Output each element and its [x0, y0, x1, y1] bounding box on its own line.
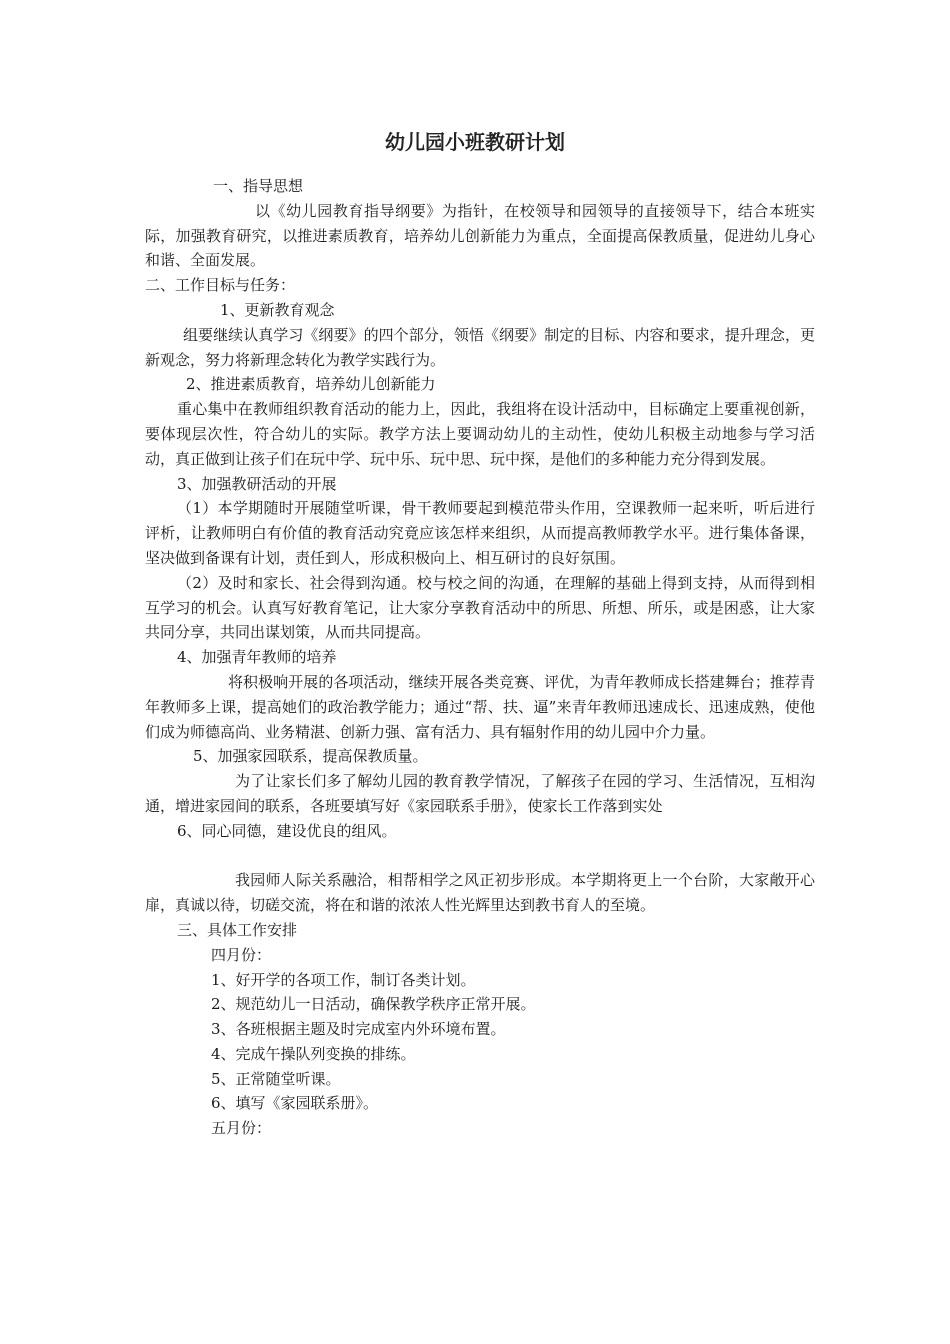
- subheading-task-4: 4、加强青年教师的培养: [177, 648, 337, 667]
- paragraph-task-3-item-2: （2）及时和家长、社会得到沟通。校与校之间的沟通，在理解的基础上得到支持，从而得到相互学习的机会。认真写好教育笔记，让大家分享教育活动中的所思、所想、所乐，或是困惑，让大家共同分享，共同出谋划策，从而共同提高。: [145, 573, 815, 642]
- month-label-april: 四月份：: [211, 945, 272, 964]
- section-heading-goals: 二、工作目标与任务：: [145, 276, 296, 295]
- paragraph-guiding-thought: 以《幼儿园教育指导纲要》为指针，在校领导和园领导的直接领导下，结合本班实际，加强教育研究，以推进素质教育，培养幼儿创新能力为重点，全面提高保教质量，促进幼儿身心和谐、全面发展。: [145, 201, 815, 270]
- subheading-task-2: 2、推进素质教育，培养幼儿创新能力: [186, 375, 436, 394]
- month-label-may: 五月份：: [211, 1119, 272, 1138]
- paragraph-task-2: 重心集中在教师组织教育活动的能力上，因此，我组将在设计活动中，目标确定上要重视创新，要体现层次性，符合幼儿的实际。教学方法上要调动幼儿的主动性，使幼儿积极主动地参与学习活动，真正做到让孩子们在玩中学、玩中乐、玩中思、玩中探，是他们的多种能力充分得到发展。: [145, 400, 815, 468]
- subheading-task-6: 6、同心同德，建设优良的组风。: [177, 821, 397, 840]
- section-heading-schedule: 三、具体工作安排: [177, 920, 298, 939]
- list-item: 1、好开学的各项工作，制订各类计划。: [211, 970, 476, 989]
- subheading-task-3: 3、加强教研活动的开展: [177, 474, 337, 493]
- list-item: 6、填写《家园联系册》。: [211, 1094, 379, 1113]
- list-item: 3、各班根据主题及时完成室内外环境布置。: [211, 1020, 506, 1039]
- blank-line: [145, 844, 815, 869]
- section-heading-guiding-thought: 一、指导思想: [213, 177, 304, 195]
- page-title: 幼儿园小班教研计划: [385, 130, 565, 154]
- subheading-task-5: 5、加强家园联系，提高保教质量。: [193, 747, 428, 766]
- document-body: [145, 174, 815, 1141]
- paragraph-task-6: 我园师人际关系融洽，相帮相学之风正初步形成。本学期将更上一个台阶，大家敞开心扉，真诚以待，切磋交流，将在和谐的浓浓人性光辉里达到教书育人的至境。: [145, 871, 815, 915]
- list-item: 5、正常随堂听课。: [211, 1069, 341, 1088]
- paragraph-task-4: 将积极响开展的各项活动，继续开展各类竞赛、评优，为青年教师成长搭建舞台；推荐青年教师多上课，提高她们的政治教学能力；通过“帮、扶、逼”来青年教师迅速成长、迅速成熟，使他们成为师德高尚、业务精湛、创新力强、富有活力、具有辐射作用的幼儿园中介力量。: [145, 672, 815, 741]
- paragraph-task-5: 为了让家长们多了解幼儿园的教育教学情况，了解孩子在园的学习、生活情况，互相沟通，增进家园间的联系，各班要填写好《家园联系手册》，使家长工作落到实处: [145, 772, 815, 815]
- list-item: 4、完成午操队列变换的排练。: [211, 1044, 416, 1063]
- paragraph-task-3-item-1: （1）本学期随时开展随堂听课，骨干教师要起到模范带头作用，空课教师一起来听，听后进行评析，让教师明白有价值的教育活动究竟应该怎样来组织，从而提高教师教学水平。进行集体备课，坚决做到备课有计划，责任到人，形成积极向上、相互研讨的良好氛围。: [145, 499, 815, 567]
- list-item: 2、规范幼儿一日活动，确保教学秩序正常开展。: [211, 995, 536, 1014]
- paragraph-task-1: 组要继续认真学习《纲要》的四个部分，领悟《纲要》制定的目标、内容和要求，提升理念，更新观念，努力将新理念转化为教学实践行为。: [145, 325, 815, 369]
- subheading-task-1: 1、更新教育观念: [220, 300, 335, 319]
